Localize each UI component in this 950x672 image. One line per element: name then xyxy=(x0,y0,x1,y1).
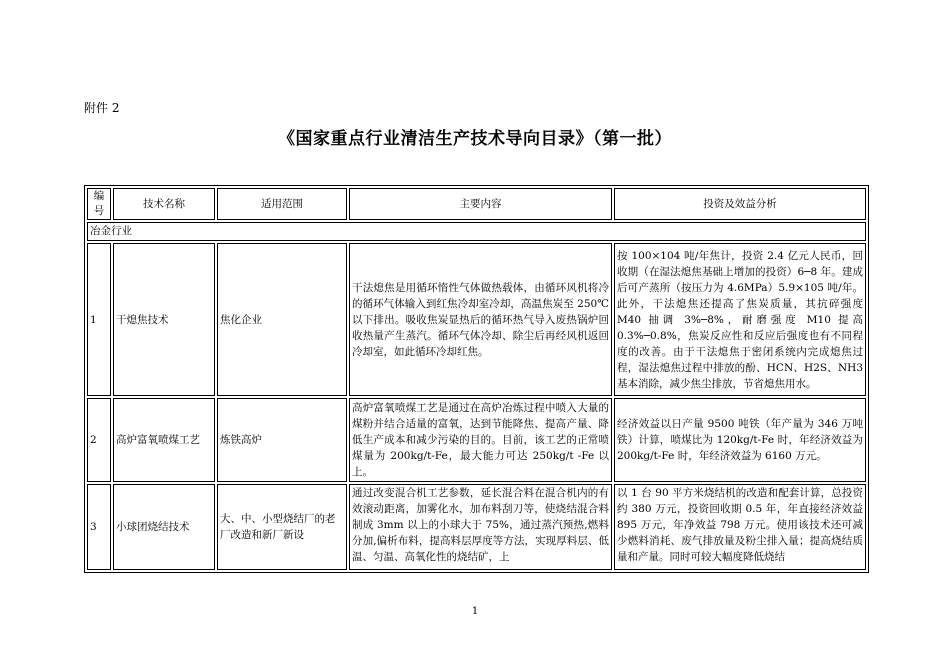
table-header-row xyxy=(87,188,866,220)
row-name: 高炉富氧喷煤工艺 xyxy=(113,398,215,482)
row-name: 干熄焦技术 xyxy=(113,243,215,396)
catalog-table xyxy=(84,185,869,573)
row-content: 干法熄焦是用循环惰性气体做热载体，由循环风机将冷的循环气体输入到红焦冷却室冷却，高温焦炭至 250℃以下排出。吸收焦炭显热后的循环热气导入废热锅炉回收热量产生蒸汽。循环气体冷却、除尘后再经风机返回冷却室，如此循环冷却红焦。 xyxy=(349,243,612,396)
attachment-label: 附件 2 xyxy=(84,101,120,115)
row-name: 小球团烧结技术 xyxy=(113,484,215,570)
header-no: 编号 xyxy=(87,188,111,220)
row-content: 高炉富氧喷煤工艺是通过在高炉冶炼过程中喷入大量的煤粉并结合适量的富氧，达到节能降焦、提高产量、降低生产成本和减少污染的目的。目前，该工艺的正常喷煤量为 200kg/t-Fe，最大能力可达 250kg/t -Fe 以上。 xyxy=(349,398,612,482)
row-no: 2 xyxy=(87,398,111,482)
table-row xyxy=(87,484,866,570)
header-scope: 适用范围 xyxy=(217,188,347,220)
row-content: 通过改变混合机工艺参数，延长混合料在混合机内的有效滚动距离，加雾化水，加布料刮刀等，使烧结混合料制成 3mm 以上的小球大于 75%，通过蒸汽预热,燃料分加,偏析布料，提高料层厚度等方法，实现厚料层、低温、匀温、高氧化性的烧结矿，上 xyxy=(349,484,612,570)
header-benefit: 投资及效益分析 xyxy=(614,188,866,220)
header-name: 技术名称 xyxy=(113,188,215,220)
category-row xyxy=(87,222,866,241)
page-number: 1 xyxy=(471,606,479,617)
table-row xyxy=(87,398,866,482)
category-label: 冶金行业 xyxy=(87,222,866,241)
row-no: 3 xyxy=(87,484,111,570)
row-no: 1 xyxy=(87,243,111,396)
document-title: 《国家重点行业清洁生产技术导向目录》（第一批） xyxy=(278,129,672,149)
catalog-table-container xyxy=(84,185,865,573)
row-benefit: 以 1 台 90 平方米烧结机的改造和配套计算，总投资约 380 万元，投资回收期 0.5 年，年直接经济效益 895 万元，年净效益 798 万元。使用该技术还可减少燃料消耗、废气排放量及粉尘排入量；提高烧结质量和产量。同时可较大幅度降低烧结 xyxy=(614,484,866,570)
header-content: 主要内容 xyxy=(349,188,612,220)
row-scope: 大、中、小型烧结厂的老厂改造和新厂新设 xyxy=(217,484,347,570)
row-scope: 炼铁高炉 xyxy=(217,398,347,482)
row-benefit: 经济效益以日产量 9500 吨铁（年产量为 346 万吨铁）计算，喷煤比为 120kg/t-Fe 时，年经济效益为 200kg/t-Fe 时，年经济效益为 6160 万元。 xyxy=(614,398,866,482)
table-row xyxy=(87,243,866,396)
row-benefit: 按 100×104 吨/年焦计，投资 2.4 亿元人民币，回收期（在湿法熄焦基础上增加的投资）6─8 年。建成后可产蒸所（按压力为 4.6MPa）5.9×105 吨/年。此外，干法熄焦还提高了焦炭质量，其抗碎强度 M40 抽调 3%─8%，耐磨强度 M10 提高 0.3%─0.8%，焦炭反应性和反应后强度也有不同程度的改善。由于干法熄焦于密闭系统内完成熄焦过程，湿法熄焦过程中排放的酚、HCN、H2S、NH3 基本消除，减少焦尘排放，节省熄焦用水。 xyxy=(614,243,866,396)
row-scope: 焦化企业 xyxy=(217,243,347,396)
